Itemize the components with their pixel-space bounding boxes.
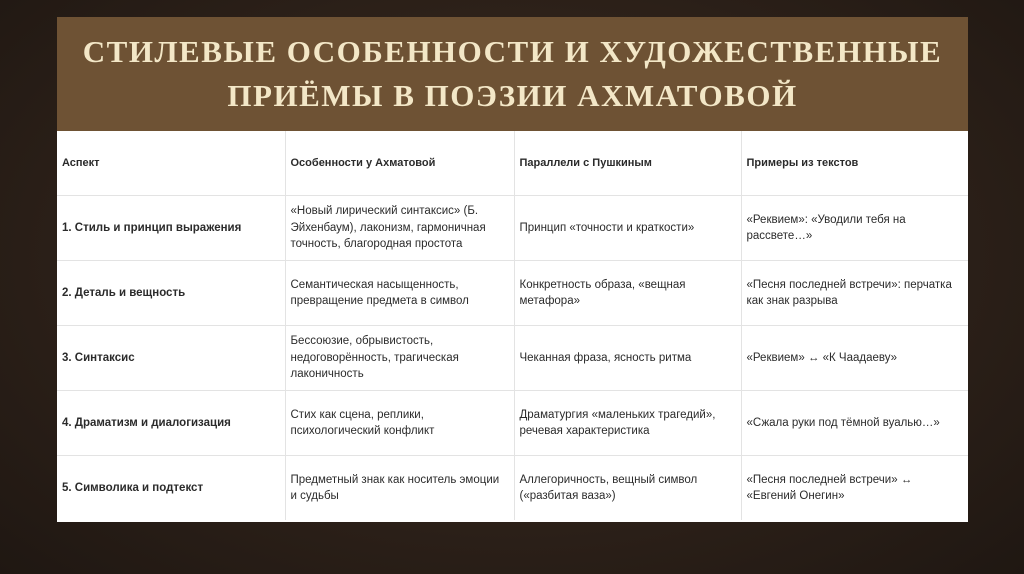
- examples-cell: «Реквием» ↔ «К Чаадаеву»: [741, 326, 968, 391]
- examples-cell: «Реквием»: «Уводили тебя на рассвете…»: [741, 196, 968, 261]
- comparison-table: [57, 131, 968, 520]
- examples-cell: «Песня последней встречи» ↔ «Евгений Онегин»: [746, 473, 913, 502]
- table-row: [57, 196, 968, 261]
- header-aspect: Аспект: [57, 131, 285, 196]
- features-cell: Стих как сцена, реплики, психологический конфликт: [285, 391, 514, 456]
- slide-title-banner: [57, 17, 968, 131]
- comparison-table-card: [57, 131, 968, 522]
- aspect-cell: 3. Синтаксис: [57, 326, 285, 391]
- aspect-cell: 4. Драматизм и диалогизация: [57, 391, 285, 456]
- parallels-cell: Аллегоричность, вещный символ («разбитая ваза»): [514, 456, 741, 521]
- parallels-cell: Драматургия «маленьких трагедий», речевая характеристика: [514, 391, 741, 456]
- parallels-cell: Принцип «точности и краткости»: [514, 196, 741, 261]
- header-text-examples: Примеры из текстов: [741, 131, 968, 196]
- features-cell: Семантическая насыщенность, превращение предмета в символ: [285, 261, 514, 326]
- table-row: [57, 326, 968, 391]
- aspect-cell: 1. Стиль и принцип выражения: [57, 196, 285, 261]
- header-pushkin-parallels: Параллели с Пушкиным: [514, 131, 741, 196]
- table-row: [57, 261, 968, 326]
- examples-cell: «Песня последней встречи»: перчатка как знак разрыва: [741, 261, 968, 326]
- slide-title-line-2: ПРИЁМЫ В ПОЭЗИИ АХМАТОВОЙ: [227, 78, 798, 113]
- aspect-cell: 2. Деталь и вещность: [57, 261, 285, 326]
- table-header-row: [57, 131, 968, 196]
- examples-cell: «Сжала руки под тёмной вуалью…»: [741, 391, 968, 456]
- table-row: [57, 391, 968, 456]
- parallels-cell: Конкретность образа, «вещная метафора»: [514, 261, 741, 326]
- features-cell: «Новый лирический синтаксис» (Б. Эйхенбаум), лаконизм, гармоничная точность, благородная простота: [285, 196, 514, 261]
- features-cell: Бессоюзие, обрывистость, недоговорённость, трагическая лаконичность: [285, 326, 514, 391]
- features-cell: Предметный знак как носитель эмоции и судьбы: [285, 456, 514, 521]
- aspect-cell: 5. Символика и подтекст: [57, 456, 285, 521]
- header-akhmatova-features: Особенности у Ахматовой: [285, 131, 514, 196]
- table-row: [57, 456, 968, 521]
- slide-title-line-1: СТИЛЕВЫЕ ОСОБЕННОСТИ И ХУДОЖЕСТВЕННЫЕ: [82, 34, 943, 69]
- parallels-cell: Чеканная фраза, ясность ритма: [514, 326, 741, 391]
